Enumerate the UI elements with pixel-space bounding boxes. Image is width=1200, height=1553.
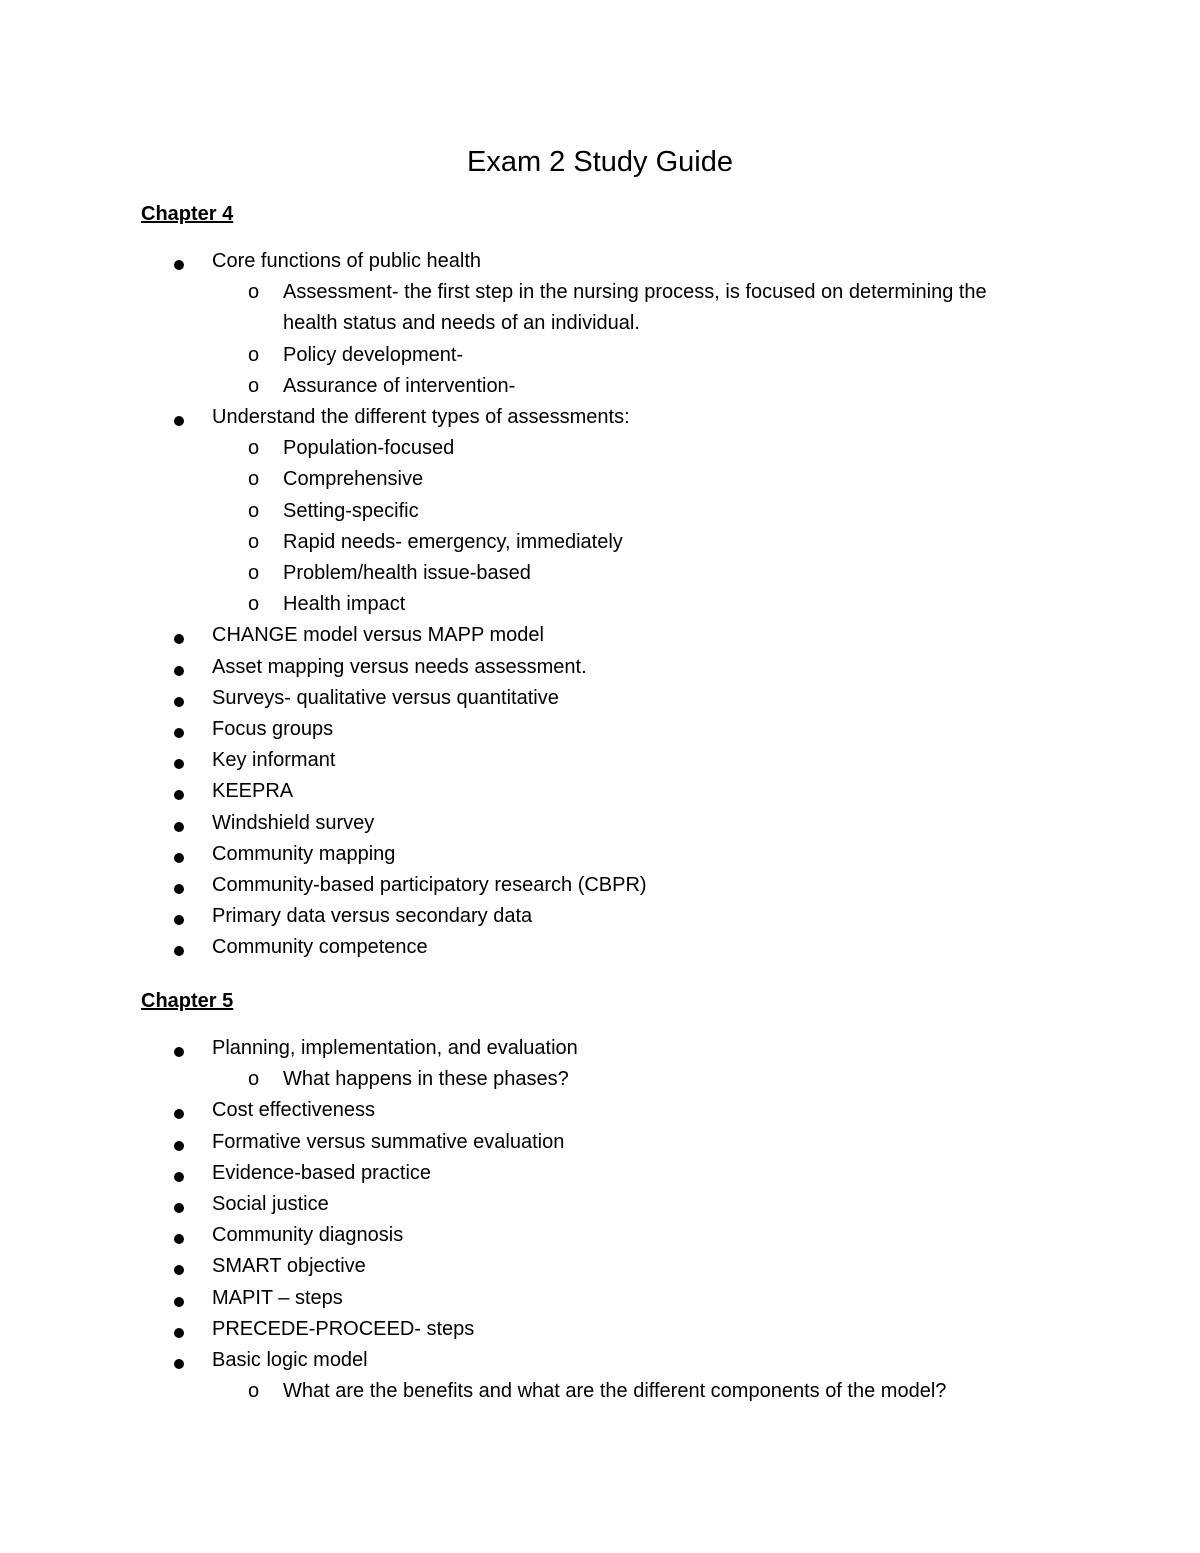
list-item: Windshield survey [212, 811, 375, 834]
bullet-dot-icon [174, 416, 184, 426]
list-item: Understand the different types of assessments: [212, 406, 630, 428]
bullet-dot-icon [174, 1297, 184, 1307]
sub-bullet-icon: o [248, 593, 260, 616]
sub-bullet-icon: o [248, 530, 260, 553]
bullet-dot-icon [174, 260, 184, 270]
sub-list-item: Population-focused [283, 437, 455, 460]
list-item: SMART objective [212, 1255, 366, 1278]
list-item: Surveys- qualitative versus quantitative [212, 686, 559, 709]
sub-list-item: Assurance of intervention- [283, 374, 516, 397]
bullet-dot-icon [174, 1141, 184, 1151]
list-item: CHANGE model versus MAPP model [212, 624, 544, 647]
bullet-dot-icon [174, 822, 184, 832]
sub-list-item: health status and needs of an individual. [283, 312, 640, 335]
sub-list-item: Health impact [283, 593, 406, 616]
list-item: Community mapping [212, 842, 396, 865]
list-item: Core functions of public health [212, 250, 482, 272]
list-item: Primary data versus secondary data [212, 905, 533, 928]
sub-bullet-icon: o [248, 499, 260, 522]
list-item: Evidence-based practice [212, 1161, 432, 1184]
sub-list-item: Policy development- [283, 343, 464, 366]
bullet-dot-icon [174, 946, 184, 956]
sub-list-item: Comprehensive [283, 468, 424, 491]
list-item: PRECEDE-PROCEED- steps [212, 1317, 475, 1340]
list-item: Focus groups [212, 718, 334, 740]
list-item: Key informant [212, 749, 336, 772]
sub-bullet-icon: o [248, 343, 260, 366]
bullet-dot-icon [174, 853, 184, 863]
list-item: MAPIT – steps [212, 1286, 343, 1309]
list-item: Planning, implementation, and evaluation [212, 1037, 578, 1059]
sub-list-item: Assessment- the first step in the nursing process, is focused on determining the [283, 281, 987, 304]
list-item: Asset mapping versus needs assessment. [212, 655, 587, 678]
chapter-heading: Chapter 5 [141, 990, 234, 1012]
list-item: Community competence [212, 936, 428, 959]
bullet-dot-icon [174, 759, 184, 769]
sub-list-item: Problem/health issue-based [283, 562, 531, 584]
bullet-dot-icon [174, 1109, 184, 1119]
list-item: Social justice [212, 1193, 329, 1215]
bullet-dot-icon [174, 697, 184, 707]
sub-list-item: What are the benefits and what are the different components of the model? [283, 1380, 947, 1403]
sub-bullet-icon: o [248, 468, 260, 491]
page-title: Exam 2 Study Guide [467, 146, 733, 178]
chapter-heading: Chapter 4 [141, 203, 234, 225]
bullet-dot-icon [174, 1265, 184, 1275]
sub-bullet-icon: o [248, 281, 260, 304]
bullet-dot-icon [174, 728, 184, 738]
bullet-dot-icon [174, 634, 184, 644]
bullet-dot-icon [174, 1328, 184, 1338]
bullet-dot-icon [174, 1172, 184, 1182]
sub-list-item: What happens in these phases? [283, 1068, 569, 1091]
bullet-dot-icon [174, 1234, 184, 1244]
sub-bullet-icon: o [248, 562, 260, 584]
sub-bullet-icon: o [248, 374, 260, 397]
sub-list-item: Setting-specific [283, 499, 419, 522]
sub-bullet-icon: o [248, 437, 260, 460]
list-item: Cost effectiveness [212, 1099, 376, 1122]
bullet-dot-icon [174, 1359, 184, 1369]
bullet-dot-icon [174, 915, 184, 925]
bullet-dot-icon [174, 666, 184, 676]
sub-list-item: Rapid needs- emergency, immediately [283, 530, 623, 553]
list-item: Community-based participatory research (CBPR) [212, 874, 647, 896]
bullet-dot-icon [174, 1203, 184, 1213]
bullet-dot-icon [174, 884, 184, 894]
list-item: Basic logic model [212, 1349, 368, 1371]
sub-bullet-icon: o [248, 1068, 260, 1091]
list-item: Community diagnosis [212, 1224, 404, 1247]
list-item: KEEPRA [212, 780, 294, 803]
list-item: Formative versus summative evaluation [212, 1130, 565, 1153]
bullet-dot-icon [174, 1047, 184, 1057]
sub-bullet-icon: o [248, 1380, 260, 1403]
bullet-dot-icon [174, 790, 184, 800]
